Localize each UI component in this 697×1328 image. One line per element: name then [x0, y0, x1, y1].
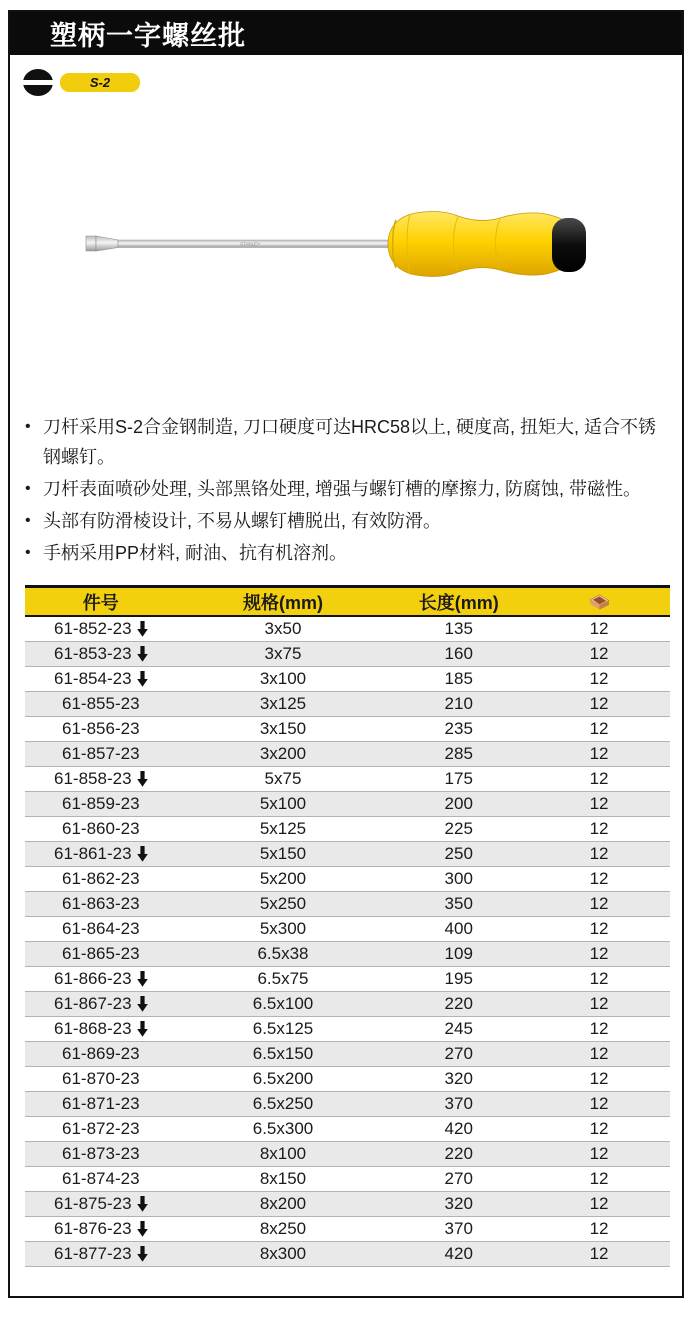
down-arrow-icon [137, 1221, 148, 1237]
length-cell: 370 [444, 1094, 473, 1113]
title-bar [10, 12, 682, 55]
part-number-cell [25, 819, 177, 839]
part-number-cell [25, 919, 177, 939]
pack-cell: 12 [589, 819, 609, 838]
table-row [25, 892, 670, 917]
part-number-cell [25, 1219, 177, 1239]
length-cell: 225 [444, 819, 473, 838]
pack-cell: 12 [589, 944, 609, 963]
length-cell: 250 [444, 844, 473, 863]
feature-item [25, 538, 673, 568]
part-number: 61-870-23 [62, 1069, 140, 1088]
part-number: 61-856-23 [62, 719, 140, 738]
part-number-cell [25, 894, 177, 914]
feature-item [25, 412, 673, 472]
spec-table-header [25, 585, 670, 617]
table-row [25, 642, 670, 667]
bullet-icon: • [25, 418, 31, 435]
length-cell: 220 [444, 994, 473, 1013]
part-number: 61-869-23 [62, 1044, 140, 1063]
pack-cell: 12 [589, 744, 609, 763]
part-number: 61-867-23 [54, 994, 132, 1013]
down-arrow-icon [137, 671, 148, 687]
table-row [25, 1042, 670, 1067]
screwdriver-product-image [80, 198, 595, 298]
feature-list [25, 412, 673, 570]
length-cell: 185 [444, 669, 473, 688]
carton-box-icon [588, 592, 611, 611]
length-cell: 320 [444, 1069, 473, 1088]
pack-cell: 12 [589, 919, 609, 938]
part-number-cell [25, 744, 177, 764]
part-number-cell [25, 1019, 177, 1039]
part-number-cell [25, 1094, 177, 1114]
part-number-cell [25, 869, 177, 889]
part-number: 61-857-23 [62, 744, 140, 763]
pack-cell: 12 [589, 769, 609, 788]
spec-cell: 3x200 [259, 744, 307, 763]
header-part-number: 件号 [82, 592, 119, 613]
table-row [25, 742, 670, 767]
table-row [25, 1117, 670, 1142]
pack-cell: 12 [589, 1169, 609, 1188]
table-row [25, 992, 670, 1017]
table-row [25, 767, 670, 792]
part-number-cell [25, 844, 177, 864]
shaft-brand-text: STANLEY [240, 241, 261, 247]
part-number: 61-861-23 [54, 844, 132, 863]
spec-cell: 3x75 [264, 644, 302, 663]
bullet-icon: • [25, 480, 31, 497]
pack-cell: 12 [589, 869, 609, 888]
part-number: 61-872-23 [62, 1119, 140, 1138]
length-cell: 320 [444, 1194, 473, 1213]
pack-cell: 12 [589, 994, 609, 1013]
table-row [25, 1142, 670, 1167]
pack-cell: 12 [589, 694, 609, 713]
part-number: 61-873-23 [62, 1144, 140, 1163]
pack-cell: 12 [589, 644, 609, 663]
table-row [25, 817, 670, 842]
table-row [25, 1167, 670, 1192]
table-row [25, 1192, 670, 1217]
spec-cell: 8x100 [259, 1144, 307, 1163]
spec-cell: 3x150 [259, 719, 307, 738]
slotted-tip-icon [23, 69, 53, 96]
part-number-cell [25, 1144, 177, 1164]
table-row [25, 842, 670, 867]
part-number-cell [25, 1044, 177, 1064]
table-row [25, 792, 670, 817]
part-number-cell [25, 1119, 177, 1139]
pack-cell: 12 [589, 1219, 609, 1238]
spec-table [25, 585, 670, 1267]
pack-cell: 12 [589, 619, 609, 638]
bullet-icon: • [25, 512, 31, 529]
spec-cell: 8x200 [259, 1194, 307, 1213]
length-cell: 109 [444, 944, 473, 963]
part-number: 61-854-23 [54, 669, 132, 688]
length-cell: 270 [444, 1169, 473, 1188]
part-number-cell [25, 644, 177, 664]
part-number-cell [25, 619, 177, 639]
part-number: 61-865-23 [62, 944, 140, 963]
length-cell: 135 [444, 619, 473, 638]
part-number-cell [25, 669, 177, 689]
pack-cell: 12 [589, 1119, 609, 1138]
table-row [25, 617, 670, 642]
down-arrow-icon [137, 1246, 148, 1262]
part-number-cell [25, 994, 177, 1014]
pack-cell: 12 [589, 894, 609, 913]
page-frame [8, 10, 684, 1298]
pack-cell: 12 [589, 1019, 609, 1038]
down-arrow-icon [137, 1196, 148, 1212]
part-number-cell [25, 1244, 177, 1264]
part-number-cell [25, 1194, 177, 1214]
length-cell: 160 [444, 644, 473, 663]
pack-cell: 12 [589, 1044, 609, 1063]
spec-cell: 5x100 [259, 794, 307, 813]
length-cell: 220 [444, 1144, 473, 1163]
pack-cell: 12 [589, 1069, 609, 1088]
part-number: 61-855-23 [62, 694, 140, 713]
part-number-cell [25, 944, 177, 964]
table-row [25, 967, 670, 992]
spec-cell: 5x150 [259, 844, 307, 863]
pack-cell: 12 [589, 1194, 609, 1213]
part-number-cell [25, 1169, 177, 1189]
length-cell: 235 [444, 719, 473, 738]
length-cell: 200 [444, 794, 473, 813]
page-title: 塑柄一字螺丝批 [50, 21, 246, 51]
part-number-cell [25, 794, 177, 814]
pack-cell: 12 [589, 1244, 609, 1263]
spec-cell: 5x200 [259, 869, 307, 888]
part-number: 61-875-23 [54, 1194, 132, 1213]
feature-text: 头部有防滑棱设计, 不易从螺钉槽脱出, 有效防滑。 [43, 511, 442, 531]
part-number: 61-859-23 [62, 794, 140, 813]
part-number: 61-868-23 [54, 1019, 132, 1038]
spec-cell: 6.5x38 [257, 944, 309, 963]
part-number: 61-866-23 [54, 969, 132, 988]
part-number: 61-864-23 [62, 919, 140, 938]
length-cell: 175 [444, 769, 473, 788]
table-row [25, 692, 670, 717]
length-cell: 400 [444, 919, 473, 938]
feature-item [25, 506, 673, 536]
part-number: 61-871-23 [62, 1094, 140, 1113]
spec-cell: 3x125 [259, 694, 307, 713]
table-row [25, 867, 670, 892]
length-cell: 285 [444, 744, 473, 763]
down-arrow-icon [137, 646, 148, 662]
spec-cell: 6.5x100 [252, 994, 314, 1013]
part-number: 61-852-23 [54, 619, 132, 638]
spec-cell: 6.5x250 [252, 1094, 314, 1113]
length-cell: 300 [444, 869, 473, 888]
part-number-cell [25, 1069, 177, 1089]
spec-cell: 5x125 [259, 819, 307, 838]
part-number: 61-862-23 [62, 869, 140, 888]
table-row [25, 942, 670, 967]
length-cell: 270 [444, 1044, 473, 1063]
spec-cell: 5x300 [259, 919, 307, 938]
spec-cell: 3x100 [259, 669, 307, 688]
length-cell: 370 [444, 1219, 473, 1238]
table-row [25, 1017, 670, 1042]
spec-cell: 6.5x300 [252, 1119, 314, 1138]
part-number: 61-860-23 [62, 819, 140, 838]
pack-cell: 12 [589, 719, 609, 738]
part-number-cell [25, 969, 177, 989]
length-cell: 245 [444, 1019, 473, 1038]
spec-cell: 6.5x150 [252, 1044, 314, 1063]
table-row [25, 1217, 670, 1242]
part-number: 61-876-23 [54, 1219, 132, 1238]
length-cell: 195 [444, 969, 473, 988]
spec-cell: 3x50 [264, 619, 302, 638]
table-row [25, 717, 670, 742]
table-row [25, 1067, 670, 1092]
pack-cell: 12 [589, 669, 609, 688]
header-pack-qty [528, 592, 670, 611]
part-number-cell [25, 694, 177, 714]
down-arrow-icon [137, 971, 148, 987]
spec-cell: 5x250 [259, 894, 307, 913]
header-spec: 规格(mm) [242, 592, 323, 613]
pack-cell: 12 [589, 844, 609, 863]
feature-text: 手柄采用PP材料, 耐油、抗有机溶剂。 [43, 543, 348, 563]
table-row [25, 1242, 670, 1267]
spec-cell: 8x300 [259, 1244, 307, 1263]
pack-cell: 12 [589, 969, 609, 988]
spec-cell: 6.5x75 [257, 969, 309, 988]
part-number-cell [25, 769, 177, 789]
down-arrow-icon [137, 621, 148, 637]
feature-text: 刀杆表面喷砂处理, 头部黑铬处理, 增强与螺钉槽的摩擦力, 防腐蚀, 带磁性。 [43, 479, 642, 499]
spec-cell: 8x250 [259, 1219, 307, 1238]
spec-cell: 6.5x200 [252, 1069, 314, 1088]
badge-row [23, 69, 140, 96]
length-cell: 420 [444, 1244, 473, 1263]
pack-cell: 12 [589, 1144, 609, 1163]
spec-cell: 8x150 [259, 1169, 307, 1188]
bullet-icon: • [25, 544, 31, 561]
table-row [25, 667, 670, 692]
spec-cell: 5x75 [264, 769, 302, 788]
part-number-cell [25, 719, 177, 739]
feature-text: 刀杆采用S-2合金钢制造, 刀口硬度可达HRC58以上, 硬度高, 扭矩大, 适合不锈钢螺钉。 [43, 417, 657, 467]
down-arrow-icon [137, 771, 148, 787]
pack-cell: 12 [589, 794, 609, 813]
length-cell: 210 [444, 694, 473, 713]
steel-grade-badge: S-2 [60, 73, 140, 92]
spec-table-body [25, 617, 670, 1267]
table-row [25, 917, 670, 942]
length-cell: 420 [444, 1119, 473, 1138]
down-arrow-icon [137, 846, 148, 862]
part-number: 61-863-23 [62, 894, 140, 913]
table-row [25, 1092, 670, 1117]
down-arrow-icon [137, 996, 148, 1012]
part-number: 61-874-23 [62, 1169, 140, 1188]
feature-item [25, 474, 673, 504]
length-cell: 350 [444, 894, 473, 913]
pack-cell: 12 [589, 1094, 609, 1113]
down-arrow-icon [137, 1021, 148, 1037]
part-number: 61-853-23 [54, 644, 132, 663]
header-length: 长度(mm) [418, 592, 499, 613]
part-number: 61-877-23 [54, 1244, 132, 1263]
part-number: 61-858-23 [54, 769, 132, 788]
spec-cell: 6.5x125 [252, 1019, 314, 1038]
